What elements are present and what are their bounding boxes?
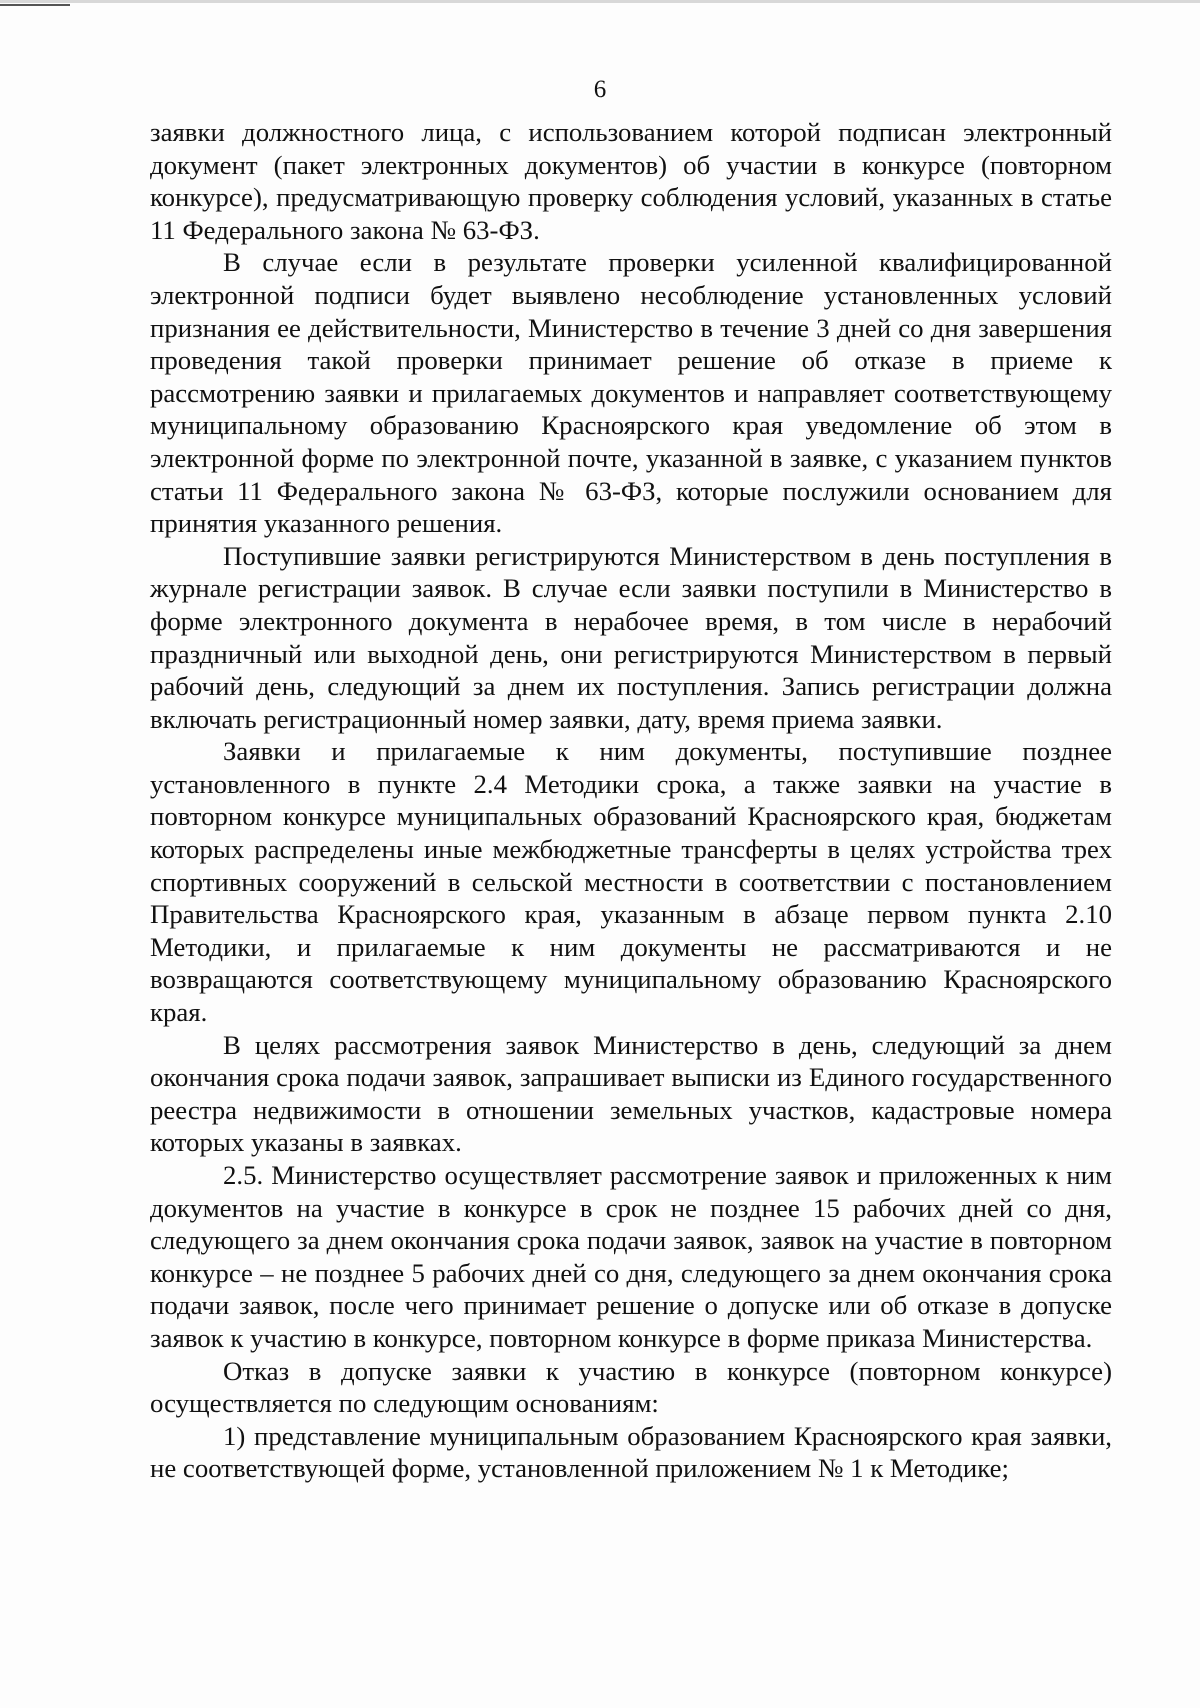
paragraph-registration: Поступившие заявки регистрируются Министерством в день поступления в журнале регистрации заявок. В случае если заявки поступили в Министерство в форме электронного документа в нерабочее время, в том числе в нерабочий праздничный или выходной день, они регистрируются Министерством в первый рабочий день, следующий за днем их поступления. Запись регистрации должна включать регистрационный номер заявки, дату, время приема заявки. — [150, 540, 1112, 734]
paragraph-ground-1: 1) представление муниципальным образованием Красноярского края заявки, не соответствующей форме, установленной приложением № 1 к Методике; — [150, 1420, 1112, 1484]
scan-edge — [0, 0, 1200, 3]
paragraph-continuation: заявки должностного лица, с использованием которой подписан электронный документ (пакет электронных документов) об участии в конкурсе (повторном конкурсе), предусматривающую проверку соблюдения условий, указанных в статье 11 Федерального закона № 63-ФЗ. — [150, 117, 1112, 245]
paragraph-section-2-5: 2.5. Министерство осуществляет рассмотрение заявок и приложенных к ним документов на участие в конкурсе в срок не позднее 15 рабочих дней со дня, следующего за днем окончания срока подачи заявок, заявок на участие в повторном конкурсе – не позднее 5 рабочих дней со дня, следующего за днем окончания срока подачи заявок, после чего принимает решение о допуске или об отказе в допуске заявок к участию в конкурсе, повторном конкурсе в форме приказа Министерства. — [150, 1160, 1112, 1353]
document-body — [150, 116, 1112, 1485]
paragraph-refusal-grounds: Отказ в допуске заявки к участию в конкурсе (повторном конкурсе) осуществляется по следующим основаниям: — [150, 1355, 1112, 1419]
scan-edge-mark — [0, 4, 70, 6]
paragraph-registry-request: В целях рассмотрения заявок Министерство в день, следующий за днем окончания срока подачи заявок, запрашивает выписки из Единого государственного реестра недвижимости в отношении земельных участков, кадастровые номера которых указаны в заявках. — [150, 1029, 1112, 1158]
page-number: 6 — [593, 76, 607, 103]
paragraph-signature-check: В случае если в результате проверки усиленной квалифицированной электронной подписи будет выявлено несоблюдение установленных условий признания ее действительности, Министерство в течение 3 дней со дня завершения проведения такой проверки принимает решение об отказе в приеме к рассмотрению заявки и прилагаемых документов и направляет соответствующему муниципальному образованию Красноярского края уведомление об этом в электронной форме по электронной почте, указанной в заявке, с указанием пунктов статьи 11 Федерального закона № 63-ФЗ, которые послужили основанием для принятия указанного решения. — [150, 247, 1112, 539]
paragraph-late-applications: Заявки и прилагаемые к ним документы, поступившие позднее установленного в пункте 2.4 Методики срока, а также заявки на участие в повторном конкурсе муниципальных образований Красноярского края, бюджетам которых распределены иные межбюджетные трансферты в целях устройства трех спортивных сооружений в сельской местности в соответствии с постановлением Правительства Красноярского края, указанным в абзаце первом пункта 2.10 Методики, и прилагаемые к ним документы не рассматриваются и не возвращаются соответствующему муниципальному образованию Красноярского края. — [150, 736, 1112, 1028]
